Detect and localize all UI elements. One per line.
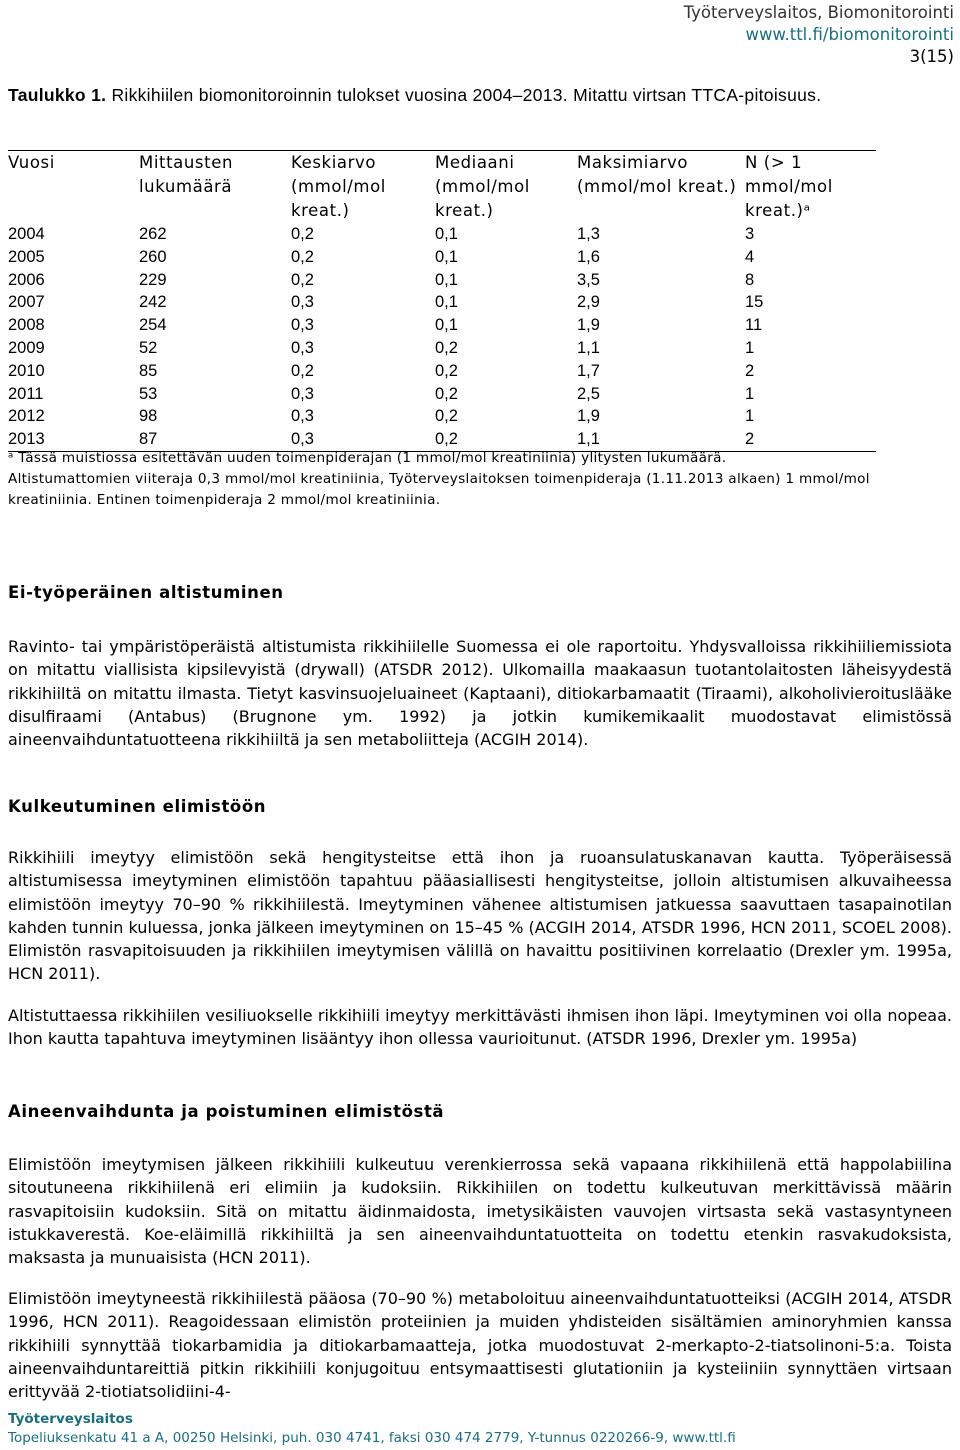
footnote-line-2: Altistumattomien viiteraja 0,3 mmol/mol kreatiniinia, Työterveyslaitoksen toimenpideraja (1.11.2013 alkaen) 1 mmol/mol kreatiniinia. Entinen toimenpideraja 2 mmol/mol kreatiniinia.: [8, 471, 870, 508]
cell: 1,1: [577, 338, 600, 357]
footnote-line-1: ᵃ Tässä muistiossa esitettävän uuden toimenpiderajan (1 mmol/mol kreatiniinia) ylitysten lukumäärä.: [8, 450, 727, 466]
caption-label: Taulukko 1.: [8, 85, 107, 105]
cell: 0,2: [435, 430, 458, 449]
cell: 2013: [8, 430, 45, 449]
cell: 2007: [8, 293, 45, 312]
cell: 2,9: [577, 293, 600, 312]
cell: 1,1: [577, 430, 600, 449]
table-row: [8, 291, 876, 314]
paragraph-metabolism-2: Elimistöön imeytyneestä rikkihiilestä pääosa (70–90 %) metaboloituu aineenvaihduntatuotteiksi (ACGIH 2014, ATSDR 1996, HCN 2011). Reagoidessaan elimistön proteiinien ja muiden yhdisteiden sisältämien aminoryhmien kanssa rikkihiili synnyttää tiokarbamidia ja ditiokarbamaatteja, jotka muodostuvat 2-merkapto-2-tiatsolinoni-5:a. Toista aineenvaihduntareittiä pitkin rikkihiili konjugoituu entsymaattisesti glutationiin ja kysteiiniin synnyttäen virtsaan erittyvää 2-tiotiatsolidiini-4-: [8, 1289, 952, 1402]
page-header: [684, 2, 954, 68]
cell: 87: [139, 430, 158, 449]
cell: 53: [139, 384, 158, 403]
section-heading-metabolism: Aineenvaihdunta ja poistuminen elimistöstä: [8, 1102, 445, 1121]
cell: 1,3: [577, 225, 600, 243]
cell: 0,2: [291, 270, 314, 289]
cell: 1,7: [577, 361, 600, 380]
cell: 0,2: [291, 361, 314, 380]
table-row: [8, 383, 876, 406]
cell: 0,2: [435, 384, 458, 403]
table-caption: [8, 84, 952, 107]
cell: 0,2: [435, 361, 458, 380]
cell: 0,2: [291, 247, 314, 266]
cell: 2010: [8, 361, 45, 380]
cell: 0,1: [435, 225, 458, 243]
cell: 2008: [8, 316, 45, 335]
paragraph-metabolism-1: Elimistöön imeytymisen jälkeen rikkihiili kulkeutuu verenkierrossa sekä vapaana rikkihiilenä että happolabiilina sitoutuneena rikkihiilenä eri elimiin ja kudoksiin. Rikkihiilen on todettu kulkeutuvan merkittävissä määrin rasvapitoisiin kudoksiin. Sitä on mitattu äidinmaidosta, imetysikäisten vauvojen virtsasta sekä vastasyntyneen istukkaverestä. Koe-eläimillä rikkihiiltä ja sen aineenvaihduntatuotteita on todettu etenkin rasvakudoksista, maksasta ja munuaisista (HCN 2011).: [8, 1155, 952, 1268]
cell: 0,3: [291, 316, 314, 335]
cell: 229: [139, 270, 167, 289]
paragraph-absorption-1: Rikkihiili imeytyy elimistöön sekä hengitysteitse että ihon ja ruoansulatuskanavan kautta. Työperäisessä altistumisessa imeytyminen elimistöön tapahtuu pääasiallisesti hengitysteitse, jolloin altistumisen alkuvaiheessa elimistöön imeytyy 70–90 % rikkihiilestä. Imeytyminen vähenee altistumisen jatkuessa saavuttaen tasapainotilan kahden tunnin kuluessa, jonka jälkeen imeytyminen on 15–45 % (ACGIH 2014, ATSDR 1996, HCN 2011, SCOEL 2008). Elimistön rasvapitoisuuden ja rikkihiilen imeytymisen välillä on havaittu positiivinen korrelaatio (Drexler ym. 1995a, HCN 2011).: [8, 848, 952, 984]
cell: 4: [745, 247, 755, 266]
cell: 0,3: [291, 430, 314, 449]
section-heading-non-occupational: Ei-työperäinen altistuminen: [8, 583, 284, 602]
results-table: [8, 150, 876, 452]
table-row: [8, 246, 876, 269]
cell: 0,3: [291, 338, 314, 357]
cell: 2005: [8, 247, 45, 266]
cell: 0,3: [291, 293, 314, 312]
cell: 2011: [8, 384, 44, 403]
table-row: [8, 360, 876, 383]
footer-address: Topeliuksenkatu 41 a A, 00250 Helsinki, puh. 030 4741, faksi 030 474 2779, Y-tunnus 0220266-9, www.ttl.fi: [8, 1430, 736, 1446]
cell: 85: [139, 361, 158, 380]
cell: 52: [139, 338, 158, 357]
cell: 0,2: [435, 407, 458, 426]
cell: 3,5: [577, 270, 600, 289]
cell: 242: [139, 293, 167, 312]
cell: 2: [745, 430, 755, 449]
table-row: [8, 223, 876, 246]
cell: 3: [745, 225, 755, 243]
cell: 11: [745, 316, 763, 335]
cell: 0,2: [291, 225, 314, 243]
col-header-max: Maksimiarvo (mmol/mol kreat.): [577, 153, 737, 196]
col-header-mean: Keskiarvo (mmol/mol kreat.): [291, 153, 386, 220]
cell: 0,1: [435, 270, 458, 289]
cell: 2004: [8, 225, 45, 243]
cell: 2006: [8, 270, 45, 289]
cell: 0,1: [435, 316, 458, 335]
table-header-row: [8, 151, 876, 224]
paragraph-absorption-2: Altistuttaessa rikkihiilen vesiliuokselle rikkihiili imeytyy merkittävästi ihmisen ihon läpi. Imeytyminen voi olla nopeaa. Ihon kautta tapahtuva imeytyminen lisääntyy ihon ollessa vaurioitunut. (ATSDR 1996, Drexler ym. 1995a): [8, 1006, 952, 1049]
cell: 2,5: [577, 384, 600, 403]
cell: 1,6: [577, 247, 600, 266]
table-footnote: [8, 448, 952, 511]
cell: 1: [745, 338, 755, 357]
cell: 1,9: [577, 407, 600, 426]
col-header-median: Mediaani (mmol/mol kreat.): [435, 153, 530, 220]
page-footer: [8, 1410, 736, 1448]
header-url-link[interactable]: www.ttl.fi/biomonitorointi: [745, 25, 954, 44]
cell: 0,2: [435, 338, 458, 357]
table-row: [8, 405, 876, 428]
cell: 260: [139, 247, 167, 266]
col-header-n-over: N (> 1 mmol/mol kreat.)ᵃ: [745, 153, 833, 220]
table-row: [8, 337, 876, 360]
table-row: [8, 314, 876, 337]
section-heading-absorption: Kulkeutuminen elimistöön: [8, 797, 267, 816]
header-org: Työterveyslaitos, Biomonitorointi: [683, 3, 954, 22]
cell: 2009: [8, 338, 45, 357]
cell: 1: [745, 384, 755, 403]
cell: 98: [139, 407, 158, 426]
paragraph-non-occupational: Ravinto- tai ympäristöperäistä altistumista rikkihiilelle Suomessa ei ole raportoitu. Yhdysvalloissa rikkihiiliemissiota on mitattu viallisista kipsilevyistä (drywall) (ATSDR 2012). Ulkomailla maakaasun tuotantolaitosten läheisyydestä rikkihiiltä on mitattu ilmasta. Tietyt kasvinsuojeluaineet (Kaptaani), ditiokarbamaatit (Tiraami), alkoholivieroituslääke disulfiraami (Antabus) (Brugnone ym. 1992) ja jotkin kumikemikaalit muodostavat elimistössä aineenvaihduntatuotteena rikkihiiltä ja sen metaboliitteja (ACGIH 2014).: [8, 637, 952, 750]
cell: 262: [139, 225, 167, 243]
cell: 254: [139, 316, 167, 335]
cell: 2012: [8, 407, 45, 426]
cell: 0,3: [291, 407, 314, 426]
cell: 0,1: [435, 247, 458, 266]
footer-org: Työterveyslaitos: [8, 1411, 133, 1427]
cell: 0,1: [435, 293, 458, 312]
cell: 15: [745, 293, 764, 312]
caption-text: Rikkihiilen biomonitoroinnin tulokset vuosina 2004–2013. Mitattu virtsan TTCA-pitoisuus.: [111, 85, 822, 105]
cell: 1: [745, 407, 755, 426]
col-header-count: Mittausten lukumäärä: [139, 153, 234, 196]
cell: 2: [745, 361, 755, 380]
page-number: 3(15): [909, 47, 954, 66]
table-row: [8, 269, 876, 292]
col-header-year: Vuosi: [8, 153, 55, 172]
cell: 0,3: [291, 384, 314, 403]
cell: 8: [745, 270, 755, 289]
cell: 1,9: [577, 316, 600, 335]
